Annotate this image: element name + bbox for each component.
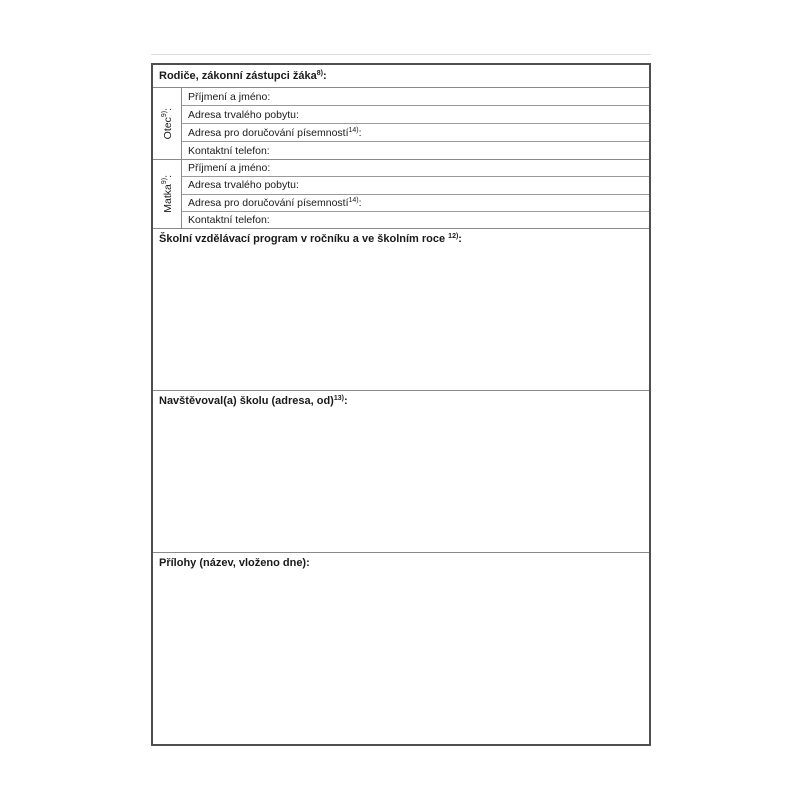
father-name-label: Příjmení a jméno: [188,90,271,103]
father-label-cell [153,88,182,159]
mother-address-row [182,177,649,194]
footnote-ref-14: 14) [348,196,359,204]
mother-phone-label: Kontaktní telefon: [188,213,270,226]
father-name-row [182,88,649,106]
father-address-row [182,106,649,124]
footnote-ref-13: 13) [333,395,344,402]
father-mailing-address-label: Adresa pro doručování písemností$^{14)}$: [188,126,362,139]
attended-school-section [153,391,649,553]
form-header-label: Rodiče, zákonní zástupci žáka$^{8)}$: [159,70,327,82]
school-program-section [153,229,649,391]
footnote-ref-14: 14) [348,126,359,134]
attended-school-label: Navštěvoval(a) školu (adresa, od)$^{13)}$: [159,395,348,407]
father-label: Otec$^{9)}$: [160,107,174,140]
father-address-label: Adresa trvalého pobytu: [188,108,299,121]
footnote-ref-8: 8) [316,70,323,77]
mother-mailing-address-row [182,195,649,212]
father-phone-label: Kontaktní telefon: [188,144,270,157]
mother-address-label: Adresa trvalého pobytu: [188,179,299,192]
father-section [153,88,649,160]
form-header-row [153,65,649,88]
mother-section [153,160,649,229]
mother-label: Matka$^{9)}$: [160,175,174,213]
footnote-ref-9: 9) [160,178,168,185]
footnote-ref-9: 9) [160,110,168,117]
father-phone-row [182,142,649,159]
mother-field-rows [182,160,649,228]
mother-name-label: Příjmení a jméno: [188,162,271,175]
mother-mailing-address-label: Adresa pro doručování písemností$^{14)}$: [188,196,362,209]
mother-label-cell [153,160,182,228]
parents-form-table [151,63,651,746]
attachments-section [153,553,649,744]
father-field-rows [182,88,649,159]
school-program-label: Školní vzdělávací program v ročníku a ve školním roce $^{12)}$: [159,233,462,245]
previous-section-divider [151,54,651,55]
footnote-ref-12: 12) [448,233,459,240]
father-mailing-address-row [182,124,649,142]
mother-phone-row [182,212,649,228]
mother-name-row [182,160,649,177]
attachments-label: Přílohy (název, vloženo dne): [159,557,310,569]
